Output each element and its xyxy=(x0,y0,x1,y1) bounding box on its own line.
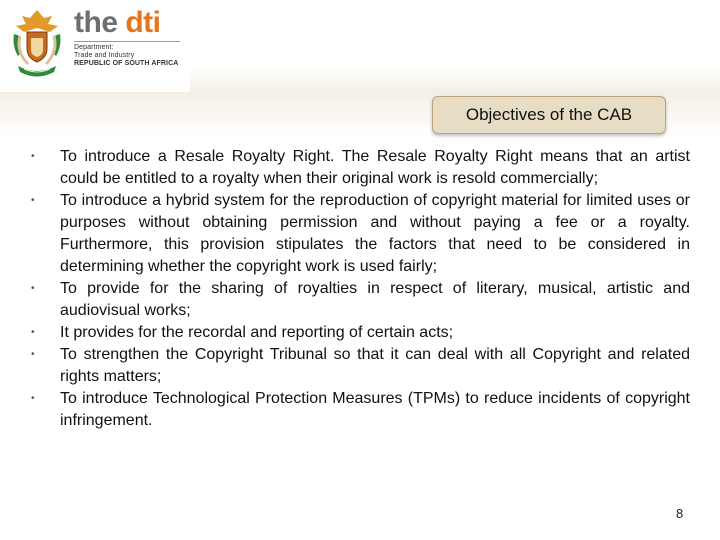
list-item-text: To introduce a hybrid system for the reproduction of copyright material for limited uses or purposes without obtaining permission and without paying a fee or a royalty. Furthermore, this provision stipulates the factors that need to be considered in determining whether the copyright work is used fairly; xyxy=(60,192,690,275)
list-item-text: To introduce a Resale Royalty Right. The Resale Royalty Right means that an artist could be entitled to a royalty when their original work is resold commercially; xyxy=(60,148,690,187)
list-item xyxy=(28,388,690,432)
bullet-icon: • xyxy=(31,195,35,206)
dept-line-3: REPUBLIC OF SOUTH AFRICA xyxy=(74,60,179,67)
list-item xyxy=(28,190,690,278)
brand-the: the xyxy=(74,6,126,39)
brand-divider xyxy=(74,41,180,42)
list-item-text: To strengthen the Copyright Tribunal so that it can deal with all Copyright and related rights matters; xyxy=(60,346,690,385)
list-item xyxy=(28,278,690,322)
list-item xyxy=(28,146,690,190)
brand-dti: dti xyxy=(125,6,161,39)
dept-line-2: Trade and Industry xyxy=(74,52,135,59)
list-item-text: It provides for the recordal and reporting of certain acts; xyxy=(60,324,454,341)
bullet-icon: • xyxy=(31,151,35,162)
objectives-list xyxy=(28,146,690,432)
brand-wordmark xyxy=(74,6,161,40)
list-item xyxy=(28,344,690,388)
slide-title: Objectives of the CAB xyxy=(432,96,666,134)
list-item-text: To introduce Technological Protection Measures (TPMs) to reduce incidents of copyright infringement. xyxy=(60,390,690,429)
dept-line-1: Department: xyxy=(74,44,114,51)
bullet-icon: • xyxy=(31,393,35,404)
bullet-icon: • xyxy=(31,283,35,294)
department-label xyxy=(74,44,178,68)
bullet-icon: • xyxy=(31,349,35,360)
list-item xyxy=(28,322,690,344)
coat-of-arms-icon xyxy=(8,6,66,80)
logo-area xyxy=(0,0,190,92)
page-number: 8 xyxy=(676,506,684,521)
list-item-text: To provide for the sharing of royalties in respect of literary, musical, artistic and audiovisual works; xyxy=(60,280,690,319)
bullet-icon: • xyxy=(31,327,35,338)
